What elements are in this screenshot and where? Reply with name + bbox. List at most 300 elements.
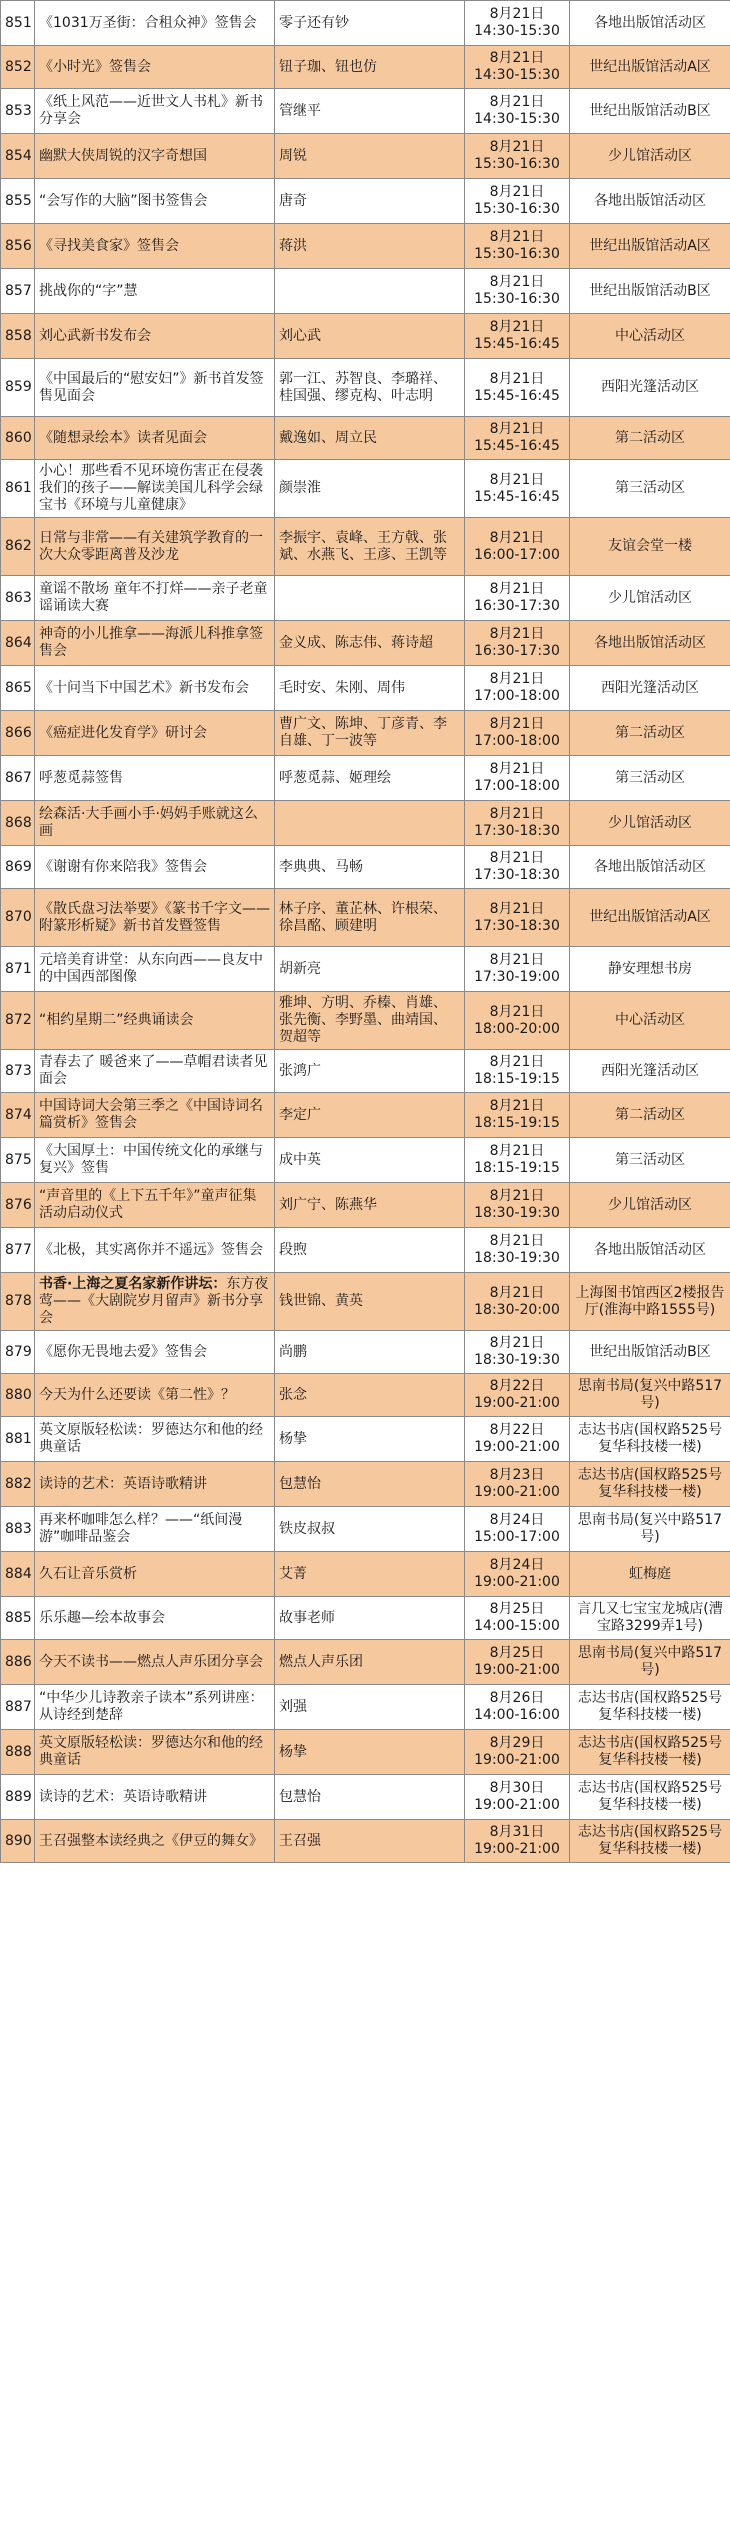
event-date: 8月31日	[489, 1824, 545, 1840]
event-number: 877	[1, 1228, 35, 1273]
event-number: 876	[1, 1183, 35, 1228]
event-datetime	[465, 1374, 570, 1417]
event-guests: 钮子珈、钮也仿	[275, 46, 465, 89]
event-guests: 铁皮叔叔	[275, 1507, 465, 1552]
table-row	[1, 1138, 730, 1183]
event-time: 17:30-18:30	[474, 823, 560, 839]
event-guests: 蒋洪	[275, 224, 465, 269]
event-time: 17:30-18:30	[474, 867, 560, 883]
event-datetime	[465, 1820, 570, 1863]
table-row	[1, 576, 730, 621]
event-date: 8月21日	[489, 184, 545, 200]
event-datetime	[465, 889, 570, 947]
event-guests: 尚鹏	[275, 1331, 465, 1374]
event-time: 17:30-18:30	[474, 917, 560, 934]
event-guests: 唐奇	[275, 179, 465, 224]
event-venue: 世纪出版馆活动A区	[570, 224, 730, 269]
event-date: 8月21日	[489, 94, 545, 110]
table-row	[1, 134, 730, 179]
event-title: 小心！那些看不见环境伤害正在侵袭我们的孩子——解读美国儿科学会绿宝书《环境与儿童健康》	[35, 460, 275, 518]
event-datetime	[465, 518, 570, 576]
event-time: 18:15-19:15	[474, 1071, 560, 1087]
event-time: 14:00-15:00	[474, 1618, 560, 1634]
event-guests: 杨挚	[275, 1417, 465, 1462]
event-venue: 志达书店(国权路525号复华科技楼一楼)	[570, 1775, 730, 1820]
event-number: 882	[1, 1462, 35, 1507]
table-row	[1, 1, 730, 46]
event-venue: 友谊会堂一楼	[570, 518, 730, 576]
event-datetime	[465, 179, 570, 224]
event-time: 14:30-15:30	[474, 23, 560, 39]
event-venue: 静安理想书房	[570, 947, 730, 992]
event-number: 880	[1, 1374, 35, 1417]
table-row	[1, 179, 730, 224]
event-time: 17:30-19:00	[474, 969, 560, 985]
event-venue: 上海图书馆西区2楼报告厅(淮海中路1555号)	[570, 1273, 730, 1331]
event-time: 15:00-17:00	[474, 1529, 560, 1545]
event-number: 860	[1, 417, 35, 460]
event-datetime	[465, 801, 570, 846]
event-title: 《大国厚土：中国传统文化的承继与复兴》签售	[35, 1138, 275, 1183]
event-time: 15:45-16:45	[474, 336, 560, 352]
event-guests: 杨挚	[275, 1730, 465, 1775]
event-date: 8月21日	[489, 274, 545, 290]
event-number: 884	[1, 1552, 35, 1597]
event-date: 8月25日	[489, 1601, 545, 1617]
event-date: 8月21日	[489, 319, 545, 335]
event-date: 8月21日	[489, 370, 545, 387]
event-guests: 颜崇淮	[275, 460, 465, 518]
event-date: 8月22日	[489, 1422, 545, 1438]
event-time: 18:15-19:15	[474, 1115, 560, 1131]
event-datetime	[465, 417, 570, 460]
event-number: 866	[1, 711, 35, 756]
event-date: 8月22日	[489, 1378, 545, 1394]
event-guests: 管继平	[275, 89, 465, 134]
event-time: 14:30-15:30	[474, 67, 560, 83]
event-date: 8月21日	[489, 850, 545, 866]
event-guests	[275, 269, 465, 314]
event-guests: 艾菁	[275, 1552, 465, 1597]
event-guests: 林子序、董芷林、许根荣、徐昌酩、顾建明	[275, 889, 465, 947]
event-time: 18:00-20:00	[474, 1020, 560, 1037]
event-date: 8月21日	[489, 1143, 545, 1159]
event-title: “会写作的大脑”图书签售会	[35, 179, 275, 224]
event-venue: 各地出版馆活动区	[570, 1, 730, 46]
table-row	[1, 1552, 730, 1597]
event-number: 886	[1, 1640, 35, 1685]
event-date: 8月21日	[489, 50, 545, 66]
table-row	[1, 1685, 730, 1730]
event-date: 8月21日	[489, 6, 545, 22]
event-datetime	[465, 666, 570, 711]
event-venue: 思南书局(复兴中路517号)	[570, 1507, 730, 1552]
event-schedule-body	[1, 1, 730, 1863]
event-date: 8月23日	[489, 1467, 545, 1483]
event-number: 859	[1, 359, 35, 417]
table-row	[1, 1597, 730, 1640]
event-time: 18:30-19:30	[474, 1205, 560, 1221]
event-title: 王召强整本读经典之《伊豆的舞女》	[35, 1820, 275, 1863]
event-datetime	[465, 1273, 570, 1331]
event-number: 879	[1, 1331, 35, 1374]
event-date: 8月21日	[489, 1188, 545, 1204]
event-datetime	[465, 756, 570, 801]
event-datetime	[465, 46, 570, 89]
event-datetime	[465, 992, 570, 1050]
event-time: 16:30-17:30	[474, 643, 560, 659]
event-guests: 刘心武	[275, 314, 465, 359]
event-title: “相约星期二”经典诵读会	[35, 992, 275, 1050]
event-title: 童谣不散场 童年不打烊——亲子老童谣诵读大赛	[35, 576, 275, 621]
event-title: 再来杯咖啡怎么样？——“纸间漫游”咖啡品鉴会	[35, 1507, 275, 1552]
event-venue: 言几又七宝宝龙城店(漕宝路3299弄1号)	[570, 1597, 730, 1640]
event-title: 《随想录绘本》读者见面会	[35, 417, 275, 460]
event-guests: 段煦	[275, 1228, 465, 1273]
table-row	[1, 889, 730, 947]
event-guests: 燃点人声乐团	[275, 1640, 465, 1685]
event-venue: 中心活动区	[570, 992, 730, 1050]
event-datetime	[465, 1093, 570, 1138]
event-number: 870	[1, 889, 35, 947]
event-title: 读诗的艺术：英语诗歌精讲	[35, 1462, 275, 1507]
event-venue: 思南书局(复兴中路517号)	[570, 1640, 730, 1685]
event-date: 8月21日	[489, 139, 545, 155]
event-venue: 世纪出版馆活动A区	[570, 889, 730, 947]
event-number: 874	[1, 1093, 35, 1138]
event-guests: 金义成、陈志伟、蒋诗超	[275, 621, 465, 666]
event-date: 8月21日	[489, 1335, 545, 1351]
event-date: 8月21日	[489, 626, 545, 642]
event-venue: 第三活动区	[570, 1138, 730, 1183]
event-date: 8月21日	[489, 761, 545, 777]
event-guests	[275, 576, 465, 621]
event-time: 18:30-19:30	[474, 1352, 560, 1368]
event-number: 878	[1, 1273, 35, 1331]
event-time: 19:00-21:00	[474, 1841, 560, 1857]
table-row	[1, 1050, 730, 1093]
event-time: 15:45-16:45	[474, 488, 560, 505]
event-title: 青春去了 暖爸来了——草帽君读者见面会	[35, 1050, 275, 1093]
event-datetime	[465, 1417, 570, 1462]
event-date: 8月21日	[489, 671, 545, 687]
event-venue: 志达书店(国权路525号复华科技楼一楼)	[570, 1685, 730, 1730]
table-row	[1, 801, 730, 846]
event-time: 19:00-21:00	[474, 1662, 560, 1678]
event-datetime	[465, 1775, 570, 1820]
event-title: 英文原版轻松读：罗德达尔和他的经典童话	[35, 1730, 275, 1775]
event-venue: 各地出版馆活动区	[570, 179, 730, 224]
event-guests: 曹广文、陈坤、丁彦青、李自雄、丁一波等	[275, 711, 465, 756]
event-time: 16:30-17:30	[474, 598, 560, 614]
event-venue: 思南书局(复兴中路517号)	[570, 1374, 730, 1417]
event-venue: 世纪出版馆活动B区	[570, 269, 730, 314]
event-date: 8月21日	[489, 229, 545, 245]
event-datetime	[465, 621, 570, 666]
event-guests: 刘强	[275, 1685, 465, 1730]
event-guests: 包慧怡	[275, 1775, 465, 1820]
event-time: 18:15-19:15	[474, 1160, 560, 1176]
event-date: 8月21日	[489, 900, 545, 917]
table-row	[1, 359, 730, 417]
event-venue: 第二活动区	[570, 1093, 730, 1138]
table-row	[1, 992, 730, 1050]
table-row	[1, 711, 730, 756]
table-row	[1, 621, 730, 666]
event-number: 855	[1, 179, 35, 224]
event-number: 881	[1, 1417, 35, 1462]
event-time: 19:00-21:00	[474, 1439, 560, 1455]
table-row	[1, 1331, 730, 1374]
event-date: 8月25日	[489, 1645, 545, 1661]
event-guests: 刘广宁、陈燕华	[275, 1183, 465, 1228]
table-row	[1, 1273, 730, 1331]
table-row	[1, 1374, 730, 1417]
event-title: 幽默大侠周锐的汉字奇想国	[35, 134, 275, 179]
event-guests: 郭一江、苏智良、李璐祥、桂国强、缪克构、叶志明	[275, 359, 465, 417]
event-number: 869	[1, 846, 35, 889]
event-venue: 志达书店(国权路525号复华科技楼一楼)	[570, 1820, 730, 1863]
event-date: 8月21日	[489, 952, 545, 968]
event-guests: 故事老师	[275, 1597, 465, 1640]
event-title: 《北极，其实离你并不遥远》签售会	[35, 1228, 275, 1273]
event-guests: 雅坤、方明、乔榛、肖雄、张先衡、李野墨、曲靖国、贺超等	[275, 992, 465, 1050]
event-title: 《癌症进化发育学》研讨会	[35, 711, 275, 756]
event-title: 久石让音乐赏析	[35, 1552, 275, 1597]
event-title: 绘森活·大手画小手·妈妈手账就这么画	[35, 801, 275, 846]
event-venue: 西阳光篷活动区	[570, 1050, 730, 1093]
event-date: 8月21日	[489, 1054, 545, 1070]
event-title: 《散氏盘习法举要》《篆书千字文——附篆形析疑》新书首发暨签售	[35, 889, 275, 947]
event-date: 8月21日	[489, 716, 545, 732]
event-number: 853	[1, 89, 35, 134]
table-row	[1, 1507, 730, 1552]
event-title: 刘心武新书发布会	[35, 314, 275, 359]
event-date: 8月21日	[489, 1284, 545, 1301]
event-guests: 李振宇、袁峰、王方戟、张斌、水燕飞、王彦、王凯等	[275, 518, 465, 576]
event-time: 15:45-16:45	[474, 438, 560, 454]
event-guests: 李典典、马畅	[275, 846, 465, 889]
event-number: 858	[1, 314, 35, 359]
event-number: 856	[1, 224, 35, 269]
event-guests: 包慧怡	[275, 1462, 465, 1507]
event-date: 8月29日	[489, 1735, 545, 1751]
event-time: 15:30-16:30	[474, 156, 560, 172]
event-time: 15:30-16:30	[474, 291, 560, 307]
event-number: 883	[1, 1507, 35, 1552]
event-datetime	[465, 134, 570, 179]
event-title: 《谢谢有你来陪我》签售会	[35, 846, 275, 889]
event-time: 19:00-21:00	[474, 1574, 560, 1590]
event-date: 8月21日	[489, 1003, 545, 1020]
event-number: 889	[1, 1775, 35, 1820]
event-number: 867	[1, 756, 35, 801]
event-number: 864	[1, 621, 35, 666]
table-row	[1, 460, 730, 518]
event-guests: 戴逸如、周立民	[275, 417, 465, 460]
event-number: 871	[1, 947, 35, 992]
table-row	[1, 1417, 730, 1462]
event-time: 14:00-16:00	[474, 1707, 560, 1723]
event-venue: 各地出版馆活动区	[570, 621, 730, 666]
event-venue: 志达书店(国权路525号复华科技楼一楼)	[570, 1417, 730, 1462]
event-venue: 世纪出版馆活动B区	[570, 1331, 730, 1374]
event-venue: 少儿馆活动区	[570, 134, 730, 179]
table-row	[1, 518, 730, 576]
event-title: 英文原版轻松读：罗德达尔和他的经典童话	[35, 1417, 275, 1462]
event-title-series: 书香·上海之夏名家新作讲坛：	[39, 1276, 227, 1292]
table-row	[1, 46, 730, 89]
event-datetime	[465, 1, 570, 46]
event-venue: 西阳光篷活动区	[570, 666, 730, 711]
event-number: 890	[1, 1820, 35, 1863]
event-title: 《小时光》签售会	[35, 46, 275, 89]
event-venue: 世纪出版馆活动A区	[570, 46, 730, 89]
event-title: 读诗的艺术：英语诗歌精讲	[35, 1775, 275, 1820]
event-guests: 毛时安、朱刚、周伟	[275, 666, 465, 711]
event-datetime	[465, 711, 570, 756]
event-number: 854	[1, 134, 35, 179]
event-title: 挑战你的“字”慧	[35, 269, 275, 314]
event-datetime	[465, 576, 570, 621]
event-date: 8月21日	[489, 1098, 545, 1114]
event-title: 《纸上风范——近世文人书札》新书分享会	[35, 89, 275, 134]
event-title: 日常与非常——有关建筑学教育的一次大众零距离普及沙龙	[35, 518, 275, 576]
event-date: 8月21日	[489, 806, 545, 822]
event-date: 8月30日	[489, 1780, 545, 1796]
event-title: 《愿你无畏地去爱》签售会	[35, 1331, 275, 1374]
event-datetime	[465, 359, 570, 417]
event-datetime	[465, 1685, 570, 1730]
table-row	[1, 1820, 730, 1863]
event-datetime	[465, 1640, 570, 1685]
table-row	[1, 314, 730, 359]
event-time: 17:00-18:00	[474, 778, 560, 794]
event-guests	[275, 801, 465, 846]
event-venue: 志达书店(国权路525号复华科技楼一楼)	[570, 1462, 730, 1507]
event-date: 8月21日	[489, 421, 545, 437]
event-number: 885	[1, 1597, 35, 1640]
event-number: 863	[1, 576, 35, 621]
event-time: 17:00-18:00	[474, 733, 560, 749]
event-time: 18:30-19:30	[474, 1250, 560, 1266]
event-date: 8月21日	[489, 581, 545, 597]
table-row	[1, 1462, 730, 1507]
event-datetime	[465, 846, 570, 889]
event-venue: 各地出版馆活动区	[570, 846, 730, 889]
table-row	[1, 1730, 730, 1775]
event-guests: 胡新亮	[275, 947, 465, 992]
event-guests: 呼葱觅蒜、姬理绘	[275, 756, 465, 801]
table-row	[1, 1183, 730, 1228]
event-guests: 王召强	[275, 1820, 465, 1863]
event-time: 18:30-20:00	[474, 1301, 560, 1318]
event-time: 15:30-16:30	[474, 201, 560, 217]
table-row	[1, 947, 730, 992]
event-time: 19:00-21:00	[474, 1797, 560, 1813]
event-venue: 虹梅庭	[570, 1552, 730, 1597]
event-venue: 第三活动区	[570, 460, 730, 518]
table-row	[1, 846, 730, 889]
event-guests: 张鸿广	[275, 1050, 465, 1093]
event-time: 15:45-16:45	[474, 387, 560, 404]
table-row	[1, 224, 730, 269]
event-datetime	[465, 1552, 570, 1597]
event-datetime	[465, 460, 570, 518]
event-date: 8月24日	[489, 1512, 545, 1528]
event-datetime	[465, 1462, 570, 1507]
event-title: 元培美育讲堂：从东向西——良友中的中国西部图像	[35, 947, 275, 992]
event-datetime	[465, 1050, 570, 1093]
event-venue: 少儿馆活动区	[570, 1183, 730, 1228]
event-datetime	[465, 1507, 570, 1552]
event-time: 19:00-21:00	[474, 1752, 560, 1768]
event-datetime	[465, 269, 570, 314]
event-venue: 各地出版馆活动区	[570, 1228, 730, 1273]
event-guests: 张念	[275, 1374, 465, 1417]
event-venue: 中心活动区	[570, 314, 730, 359]
event-datetime	[465, 1228, 570, 1273]
table-row	[1, 89, 730, 134]
event-venue: 少儿馆活动区	[570, 801, 730, 846]
event-number: 888	[1, 1730, 35, 1775]
event-title: 今天不读书——燃点人声乐团分享会	[35, 1640, 275, 1685]
event-date: 8月26日	[489, 1690, 545, 1706]
event-guests: 零子还有钞	[275, 1, 465, 46]
event-date: 8月21日	[489, 1233, 545, 1249]
event-title: 《1031万圣街：合租众神》签售会	[35, 1, 275, 46]
event-venue: 世纪出版馆活动B区	[570, 89, 730, 134]
event-venue: 第二活动区	[570, 711, 730, 756]
table-row	[1, 756, 730, 801]
event-number: 873	[1, 1050, 35, 1093]
event-date: 8月21日	[489, 529, 545, 546]
event-title: “中华少儿诗教亲子读本”系列讲座：从诗经到楚辞	[35, 1685, 275, 1730]
event-number: 872	[1, 992, 35, 1050]
event-number: 851	[1, 1, 35, 46]
event-datetime	[465, 1730, 570, 1775]
table-row	[1, 1093, 730, 1138]
event-date: 8月24日	[489, 1557, 545, 1573]
table-row	[1, 666, 730, 711]
event-venue: 第二活动区	[570, 417, 730, 460]
event-time: 16:00-17:00	[474, 546, 560, 563]
event-time: 14:30-15:30	[474, 111, 560, 127]
event-venue: 少儿馆活动区	[570, 576, 730, 621]
event-time: 19:00-21:00	[474, 1395, 560, 1411]
table-row	[1, 417, 730, 460]
event-venue: 西阳光篷活动区	[570, 359, 730, 417]
table-row	[1, 1775, 730, 1820]
event-title: 呼葱觅蒜签售	[35, 756, 275, 801]
event-guests: 李定广	[275, 1093, 465, 1138]
event-title: 《寻找美食家》签售会	[35, 224, 275, 269]
event-title: 《十问当下中国艺术》新书发布会	[35, 666, 275, 711]
event-title: 今天为什么还要读《第二性》？	[35, 1374, 275, 1417]
event-datetime	[465, 1597, 570, 1640]
event-guests: 周锐	[275, 134, 465, 179]
event-number: 857	[1, 269, 35, 314]
event-number: 865	[1, 666, 35, 711]
event-number: 887	[1, 1685, 35, 1730]
event-datetime	[465, 1183, 570, 1228]
event-title: “声音里的《上下五千年》”童声征集活动启动仪式	[35, 1183, 275, 1228]
event-number: 852	[1, 46, 35, 89]
event-title: 中国诗词大会第三季之《中国诗词名篇赏析》签售会	[35, 1093, 275, 1138]
event-datetime	[465, 314, 570, 359]
event-number: 868	[1, 801, 35, 846]
table-row	[1, 269, 730, 314]
